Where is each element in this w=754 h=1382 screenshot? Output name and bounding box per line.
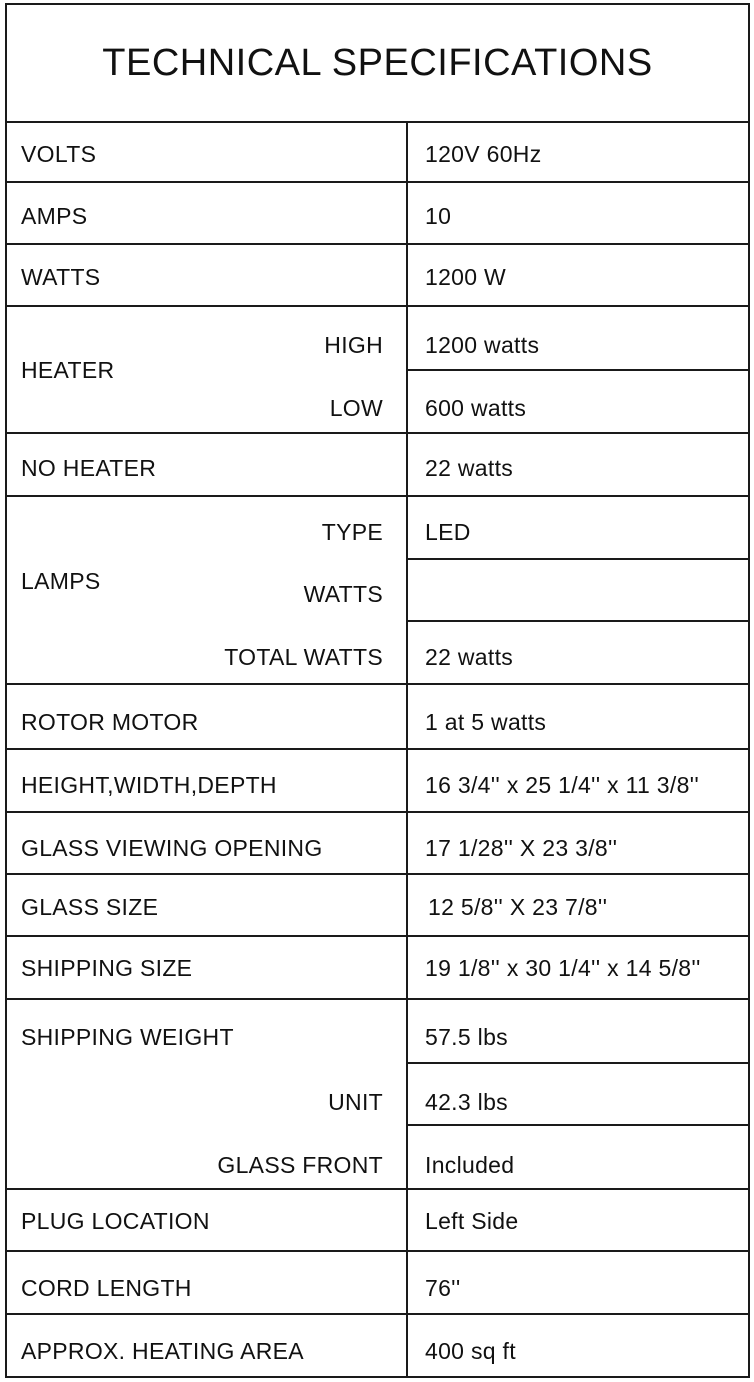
plug-location-label: PLUG LOCATION xyxy=(21,1208,210,1234)
lamps-total-value: 22 watts xyxy=(425,644,514,670)
row-divider xyxy=(7,495,748,497)
amps-label: AMPS xyxy=(21,203,88,229)
amps-value: 10 xyxy=(425,203,452,229)
rotor-motor-value: 1 at 5 watts xyxy=(425,709,547,735)
cord-length-label: CORD LENGTH xyxy=(21,1275,192,1301)
row-divider xyxy=(7,305,748,307)
sub-row-divider xyxy=(406,1124,748,1126)
volts-label: VOLTS xyxy=(21,141,97,167)
lamps-type-value: LED xyxy=(425,519,471,545)
plug-location-value: Left Side xyxy=(425,1208,519,1234)
lamps-type-label: TYPE xyxy=(321,519,383,545)
row-divider xyxy=(7,243,748,245)
shipping-size-label: SHIPPING SIZE xyxy=(21,955,193,981)
row-divider xyxy=(7,811,748,813)
row-divider xyxy=(7,181,748,183)
page-title: TECHNICAL SPECIFICATIONS xyxy=(7,5,748,123)
glass-front-value: Included xyxy=(425,1152,515,1178)
row-divider xyxy=(7,998,748,1000)
no-heater-value: 22 watts xyxy=(425,455,514,481)
unit-value: 42.3 lbs xyxy=(425,1089,508,1115)
lamps-label: LAMPS xyxy=(21,568,101,594)
glass-opening-value: 17 1/28'' X 23 3/8'' xyxy=(425,835,618,861)
glass-opening-label: GLASS VIEWING OPENING xyxy=(21,835,323,861)
sub-row-divider xyxy=(406,369,748,371)
heating-area-label: APPROX. HEATING AREA xyxy=(21,1338,304,1364)
lamps-watts-label: WATTS xyxy=(303,581,383,607)
volts-value: 120V 60Hz xyxy=(425,141,542,167)
row-divider xyxy=(7,1250,748,1252)
row-divider xyxy=(7,683,748,685)
lamps-total-label: TOTAL WATTS xyxy=(224,644,383,670)
row-divider xyxy=(7,432,748,434)
rotor-motor-label: ROTOR MOTOR xyxy=(21,709,199,735)
row-divider xyxy=(7,935,748,937)
dimensions-value: 16 3/4'' x 25 1/4'' x 11 3/8'' xyxy=(425,772,700,798)
shipping-weight-label: SHIPPING WEIGHT xyxy=(21,1024,234,1050)
heater-low-label: LOW xyxy=(329,395,383,421)
spec-table xyxy=(5,3,750,1378)
no-heater-label: NO HEATER xyxy=(21,455,157,481)
heater-low-value: 600 watts xyxy=(425,395,527,421)
shipping-weight-value: 57.5 lbs xyxy=(425,1024,508,1050)
glass-front-label: GLASS FRONT xyxy=(217,1152,383,1178)
sub-row-divider xyxy=(406,1062,748,1064)
row-divider xyxy=(7,748,748,750)
row-divider xyxy=(7,1188,748,1190)
unit-label: UNIT xyxy=(328,1089,383,1115)
row-divider xyxy=(7,1313,748,1315)
cord-length-value: 76'' xyxy=(425,1275,461,1301)
watts-label: WATTS xyxy=(21,264,101,290)
heating-area-value: 400 sq ft xyxy=(425,1338,516,1364)
heater-label: HEATER xyxy=(21,357,115,383)
dimensions-label: HEIGHT,WIDTH,DEPTH xyxy=(21,772,277,798)
sub-row-divider xyxy=(406,558,748,560)
row-divider xyxy=(7,873,748,875)
heater-high-value: 1200 watts xyxy=(425,332,540,358)
glass-size-label: GLASS SIZE xyxy=(21,894,159,920)
glass-size-value: 12 5/8'' X 23 7/8'' xyxy=(428,894,608,920)
heater-high-label: HIGH xyxy=(324,332,383,358)
shipping-size-value: 19 1/8'' x 30 1/4'' x 14 5/8'' xyxy=(425,955,701,981)
sub-row-divider xyxy=(406,620,748,622)
watts-value: 1200 W xyxy=(425,264,507,290)
